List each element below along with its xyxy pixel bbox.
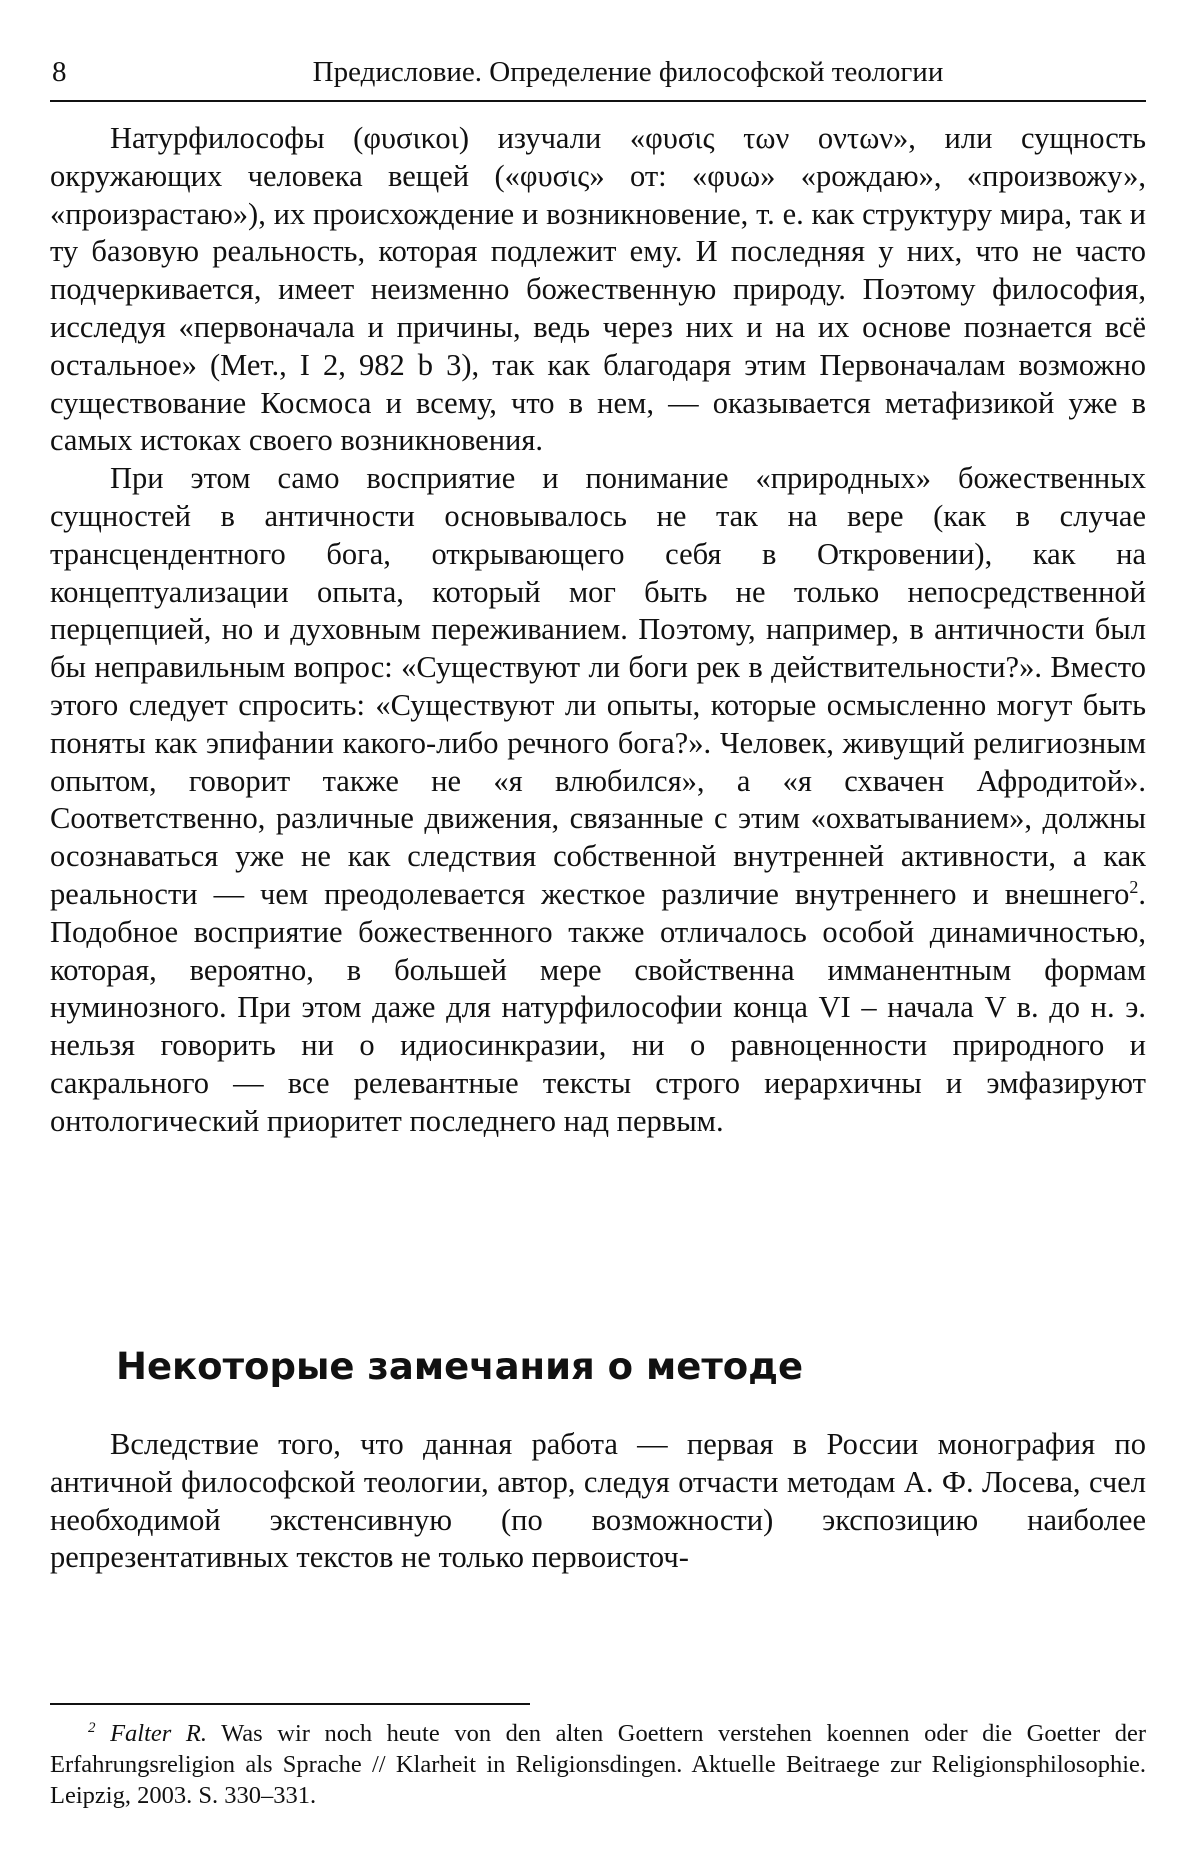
paragraph-perception-of-divine — [50, 460, 1146, 1140]
book-page — [50, 40, 1146, 1830]
footnote-author: Falter R. — [110, 1720, 207, 1747]
footnote-citation: Was wir noch heute von den alten Goettern verstehen koennen oder die Goetter der Erfahrungsreligion als Sprache // Klarheit in Religionsdingen. Aktuelle Beitraege zur Religionsphilosophie. Leipzig, 2003. S. 330–331. — [50, 1720, 1146, 1809]
footnote-reference[interactable]: 2 — [1129, 876, 1139, 897]
section-text — [50, 1426, 1146, 1577]
footnote — [50, 1718, 1146, 1811]
main-text — [50, 120, 1146, 1141]
paragraph-method: Вследствие того, что данная работа — первая в России монография по античной философской теологии, автор, следуя отчасти методам А. Ф. Лосева, счел необходимой экстенсивную (по возможности) экспозицию наиболее репрезентативных текстов не только первоисточ- — [50, 1427, 1146, 1575]
paragraph-natural-philosophers: Натурфилософы (φυσικοι) изучали «φυσις των οντων», или сущность окружающих человека вещей («φυσις» от: «φυω» «рождаю», «произвожу», «произрастаю»), их происхождение и возникновение, т. е. как структуру мира, так и ту базовую реальность, которая подлежит ему. И последняя у них, что не часто подчеркивается, имеет неизменно божественную природу. Поэтому философия, исследуя «первоначала и причины, ведь через них и на их основе познается всё остальное» (Мет., I 2, 982 b 3), так как благодаря этим Первоначалам возможно существование Космоса и всему, что в нем, — оказывается метафизикой уже в самых истоках своего возникновения. — [50, 121, 1146, 458]
footnote-text — [50, 1718, 1146, 1811]
page-number: 8 — [52, 56, 67, 88]
section-heading: Некоторые замечания о методе — [116, 1345, 804, 1388]
paragraph-part-1: При этом само восприятие и понимание «природных» божественных сущностей в античности основывалось не так на вере (как в случае трансцендентного бога, открывающего себя в Откровении), как на концептуализации опыта, который мог быть не только непосредственной перцепцией, но и духовным переживанием. Поэтому, например, в античности был бы неправильным вопрос: «Существуют ли боги рек в действительности?». Вместо этого следует спросить: «Существуют ли опыты, которые осмысленно могут быть поняты как эпифании какого-либо речного бога?». Человек, живущий религиозным опытом, говорит также не «я влюбился», а «я схвачен Афродитой». Соответственно, различные движения, связанные с этим «охватыванием», должны осознаваться уже не как следствия собственной внутренней активности, а как реальности — чем преодолевается жесткое различие внутреннего и внешнего — [50, 461, 1146, 911]
running-head-title: Предисловие. Определение философской теологии — [312, 56, 944, 88]
footnote-mark: 2 — [88, 1719, 96, 1736]
header-rule — [50, 100, 1146, 102]
footnote-rule — [50, 1703, 530, 1705]
running-head — [50, 52, 1146, 92]
paragraph-part-2: . Подобное восприятие божественного также отличалось особой динамичностью, которая, вероятно, в большей мере свойственна имманентным формам нуминозного. При этом даже для натурфилософии конца VI – начала V в. до н. э. нельзя говорить ни о идиосинкразии, ни о равноценности природного и сакрального — все релевантные тексты строго иерархичны и эмфазируют онтологический приоритет последнего над первым. — [50, 876, 1146, 1138]
